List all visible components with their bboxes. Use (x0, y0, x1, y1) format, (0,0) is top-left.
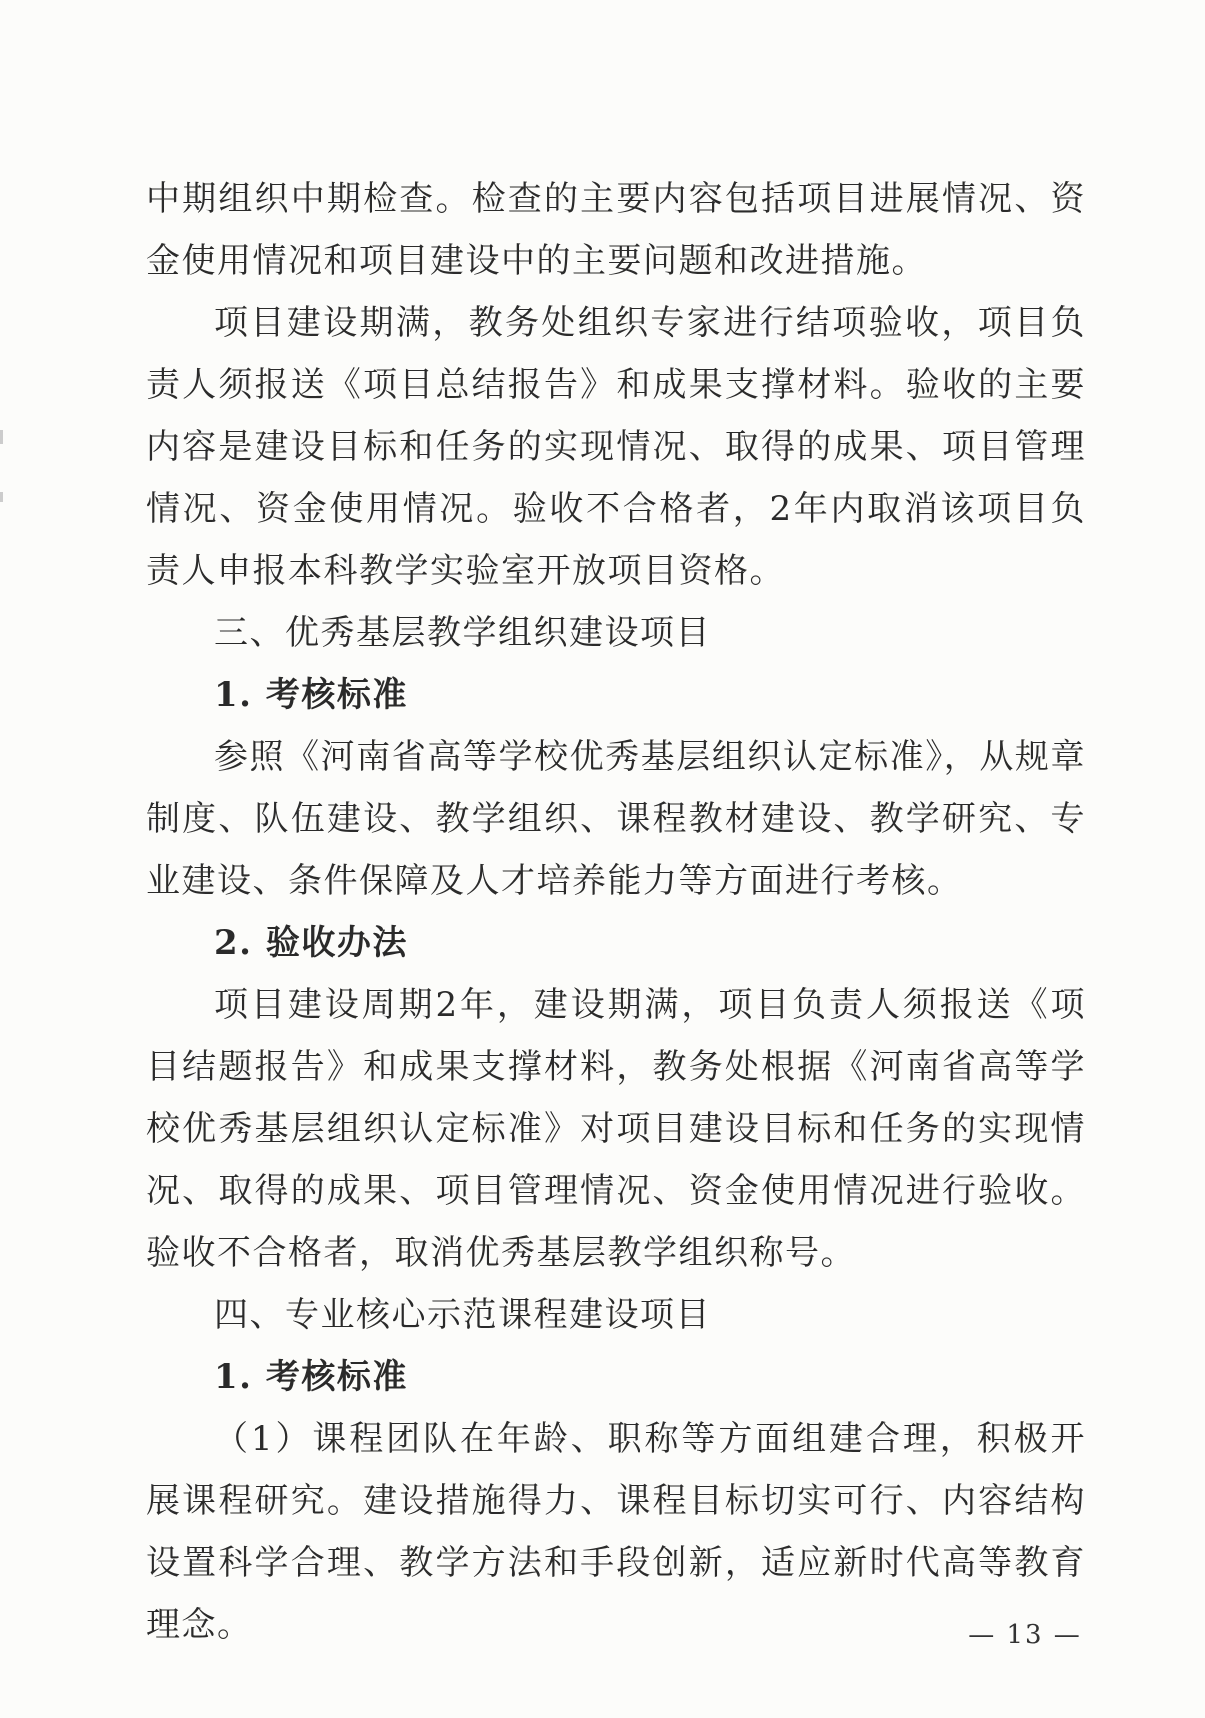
paragraph-acceptance: 项目建设期满，教务处组织专家进行结项验收，项目负责人须报送《项目总结报告》和成果支撑材料。验收的主要内容是建设目标和任务的实现情况、取得的成果、项目管理情况、资金使用情况。验收不合格者，2年内取消该项目负责人申报本科教学实验室开放项目资格。 (146, 303, 1086, 591)
page-number: — 13 — (968, 1620, 1082, 1650)
paragraph-midterm-check: 中期组织中期检查。检查的主要内容包括项目进展情况、资金使用情况和项目建设中的主要问题和改进措施。 (146, 179, 1086, 281)
document-body (146, 168, 1086, 1656)
paragraph-acceptance-method: 项目建设周期2年，建设期满，项目负责人须报送《项目结题报告》和成果支撑材料，教务处根据《河南省高等学校优秀基层组织认定标准》对项目建设目标和任务的实现情况、取得的成果、项目管理情况、资金使用情况进行验收。验收不合格者，取消优秀基层教学组织称号。 (146, 985, 1086, 1273)
subheading-assessment-standard: 1. 考核标准 (214, 675, 408, 715)
scan-edge-mark (0, 430, 3, 444)
paragraph-standard-reference: 参照《河南省高等学校优秀基层组织认定标准》，从规章制度、队伍建设、教学组织、课程教材建设、教学研究、专业建设、条件保障及人才培养能力等方面进行考核。 (146, 737, 1086, 901)
section-heading-4: 四、专业核心示范课程建设项目 (214, 1295, 711, 1335)
section-heading-3: 三、优秀基层教学组织建设项目 (214, 613, 711, 653)
paragraph-course-team: （1）课程团队在年龄、职称等方面组建合理，积极开展课程研究。建设措施得力、课程目标切实可行、内容结构设置科学合理、教学方法和手段创新，适应新时代高等教育理念。 (146, 1419, 1086, 1645)
scan-edge-mark (0, 492, 3, 502)
subheading-assessment-standard-2: 1. 考核标准 (214, 1357, 408, 1397)
subheading-acceptance-method: 2. 验收办法 (214, 923, 408, 963)
